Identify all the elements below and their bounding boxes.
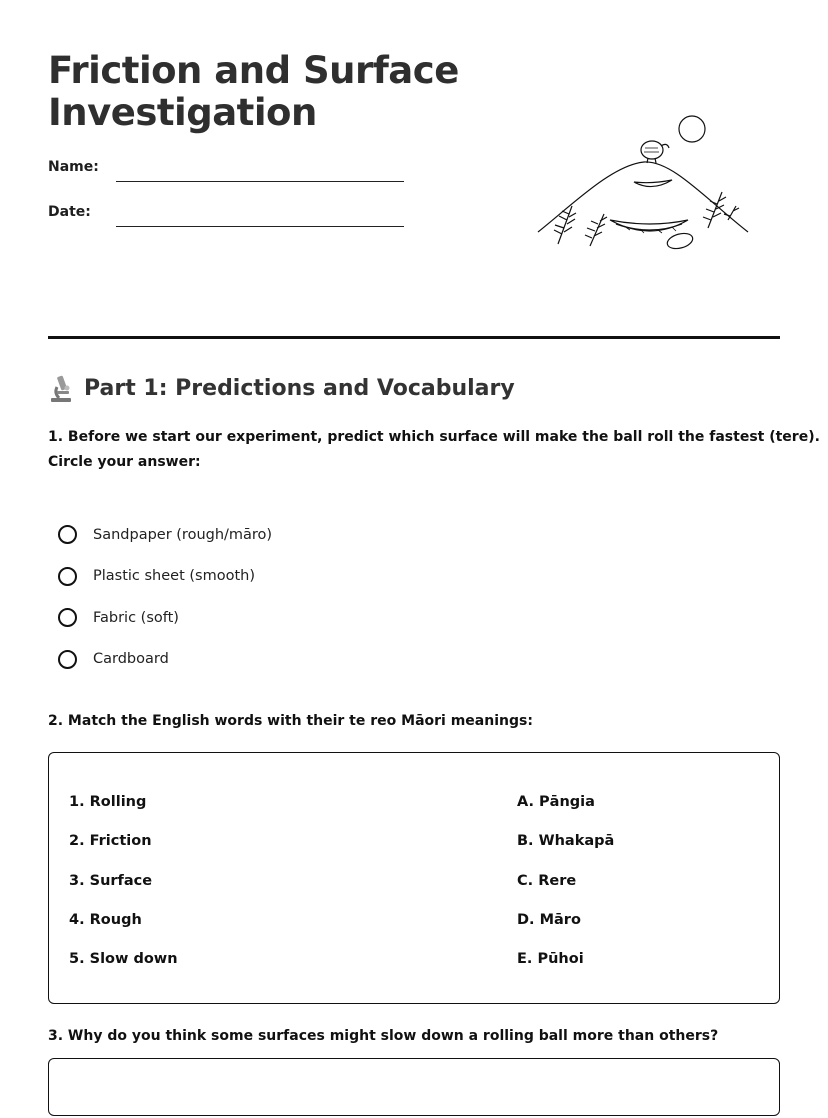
date-field[interactable]	[116, 226, 404, 227]
option-label: Cardboard	[93, 651, 169, 668]
rugby-ball-icon	[666, 231, 695, 251]
radio-circle[interactable]	[58, 567, 77, 586]
surface-options	[58, 514, 272, 680]
name-label: Name:	[48, 159, 99, 175]
maori-word: E. Pūhoi	[517, 951, 584, 968]
matching-box	[48, 752, 780, 1004]
question-3: 3. Why do you think some surfaces might slow down a rolling ball more than others?	[48, 1028, 719, 1044]
maori-word: A. Pāngia	[517, 794, 595, 810]
name-field[interactable]	[116, 181, 404, 182]
question-1	[48, 425, 820, 475]
option-cardboard[interactable]	[58, 639, 272, 681]
section-divider	[48, 336, 780, 339]
radio-circle[interactable]	[58, 608, 77, 627]
fern-icon-middle	[585, 214, 607, 246]
question-3-answer-box[interactable]	[48, 1058, 780, 1116]
option-label: Fabric (soft)	[93, 609, 179, 626]
option-label: Sandpaper (rough/māro)	[93, 526, 273, 543]
english-words-column	[69, 790, 178, 986]
english-word: 2. Friction	[69, 833, 152, 850]
hill-kiwi-illustration	[532, 110, 754, 256]
date-label: Date:	[48, 204, 91, 220]
part1-heading-text: Part 1: Predictions and Vocabulary	[84, 375, 515, 401]
maori-word: D. Māro	[517, 911, 581, 928]
small-canoe-icon	[634, 180, 672, 187]
option-fabric[interactable]	[58, 597, 272, 639]
maori-words-column	[517, 790, 614, 986]
microscope-icon	[48, 373, 74, 403]
english-word: 3. Surface	[69, 872, 153, 889]
part1-heading	[48, 373, 515, 403]
question-2: 2. Match the English words with their te reo Māori meanings:	[48, 713, 533, 729]
title-line-1: Friction and Surface	[48, 49, 459, 92]
fern-icon-left	[554, 206, 576, 244]
option-sandpaper[interactable]	[58, 514, 272, 556]
sun-icon	[679, 116, 705, 142]
maori-word: B. Whakapā	[517, 833, 615, 850]
option-plastic-sheet[interactable]	[58, 556, 272, 598]
question-1-line-1: 1. Before we start our experiment, predict which surface will make the ball roll the fastest (tere).	[48, 429, 820, 445]
radio-circle[interactable]	[58, 525, 77, 544]
worksheet-title	[48, 50, 459, 134]
english-word: 5. Slow down	[69, 951, 178, 968]
maori-word: C. Rere	[517, 872, 577, 889]
question-1-line-2: Circle your answer:	[48, 454, 201, 470]
canoe-icon	[610, 220, 688, 233]
option-label: Plastic sheet (smooth)	[93, 568, 255, 585]
kiwi-bird-icon	[641, 141, 669, 163]
english-word: 4. Rough	[69, 911, 142, 928]
radio-circle[interactable]	[58, 650, 77, 669]
title-line-2: Investigation	[48, 91, 317, 134]
hill-shape	[538, 162, 748, 232]
english-word: 1. Rolling	[69, 794, 147, 810]
